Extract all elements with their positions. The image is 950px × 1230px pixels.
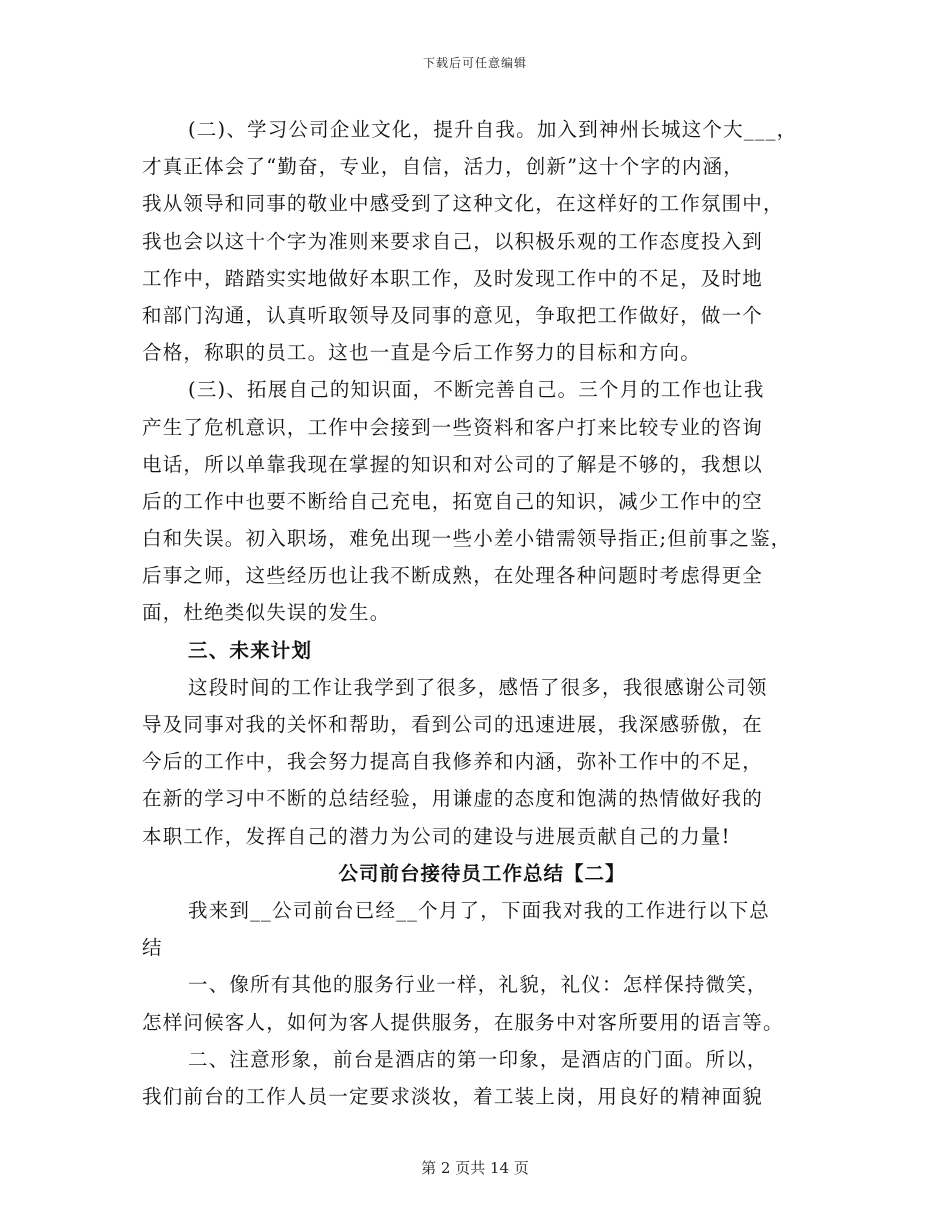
text-line: 白和失误。初入职场，难免出现一些小差小错需领导指正;但前事之鉴， [142, 527, 792, 551]
text-line: 结 [142, 936, 163, 960]
text-line: 合格，称职的员工。这也一直是今后工作努力的目标和方向。 [142, 341, 701, 365]
page-footer: 第 2 页共 14 页 [421, 1159, 529, 1177]
text-line: (二)、学习公司企业文化，提升自我。加入到神州长城这个大___， [188, 118, 798, 141]
text-line: 二、注意形象，前台是酒店的第一印象，是酒店的门面。所以， [188, 1047, 768, 1071]
text-line: 我从领导和同事的敬业中感受到了这种文化，在这样好的工作氛围中， [142, 192, 784, 216]
text-line: 今后的工作中，我会努力提高自我修养和内涵，弥补工作中的不足， [142, 750, 764, 774]
text-line: 面，杜绝类似失误的发生。 [142, 601, 391, 625]
text-line: 我们前台的工作人员一定要求淡妆，着工装上岗，用良好的精神面貌 [142, 1084, 764, 1108]
document-body [142, 111, 822, 1115]
text-line: 后的工作中也要不断给自己充电，拓宽自己的知识，减少工作中的空 [142, 489, 764, 513]
text-line: 工作中，踏踏实实地做好本职工作，及时发现工作中的不足，及时地 [142, 266, 764, 290]
text-line: 才真正体会了“勤奋，专业，自信，活力，创新”这十个字的内涵， [142, 155, 744, 179]
text-line: 电话，所以单靠我现在掌握的知识和对公司的了解是不够的，我想以 [142, 452, 764, 476]
text-line: 在新的学习中不断的总结经验，用谦虚的态度和饱满的热情做好我的 [142, 787, 764, 811]
text-line: 本职工作，发挥自己的潜力为公司的建设与进展贡献自己的力量! [142, 824, 731, 848]
text-line: 我也会以这十个字为准则来要求自己，以积极乐观的工作态度投入到 [142, 229, 764, 253]
text-line: 和部门沟通，认真听取领导及同事的意见，争取把工作做好，做一个 [142, 303, 764, 327]
page-header: 下载后可任意编辑 [422, 56, 527, 70]
text-line: 导及同事对我的关怀和帮助，看到公司的迅速进展，我深感骄傲，在 [142, 713, 764, 736]
section-heading: 公司前台接待员工作总结【二】 [338, 861, 626, 885]
text-line: 产生了危机意识，工作中会接到一些资料和客户打来比较专业的咨询 [142, 415, 764, 439]
text-line: 我来到__公司前台已经__个月了，下面我对我的工作进行以下总 [188, 898, 771, 922]
text-line: 这段时间的工作让我学到了很多，感悟了很多，我很感谢公司领 [188, 675, 768, 699]
text-line: 怎样问候客人，如何为客人提供服务，在服务中对客所要用的语言等。 [142, 1010, 784, 1034]
text-line: (三)、拓展自己的知识面，不断完善自己。三个月的工作也让我 [188, 378, 765, 402]
text-line: 一、像所有其他的服务行业一样，礼貌，礼仪：怎样保持微笑， [188, 973, 768, 997]
text-line: 后事之师，这些经历也让我不断成熟，在处理各种问题时考虑得更全 [142, 564, 764, 588]
section-heading: 三、未来计划 [188, 638, 313, 662]
